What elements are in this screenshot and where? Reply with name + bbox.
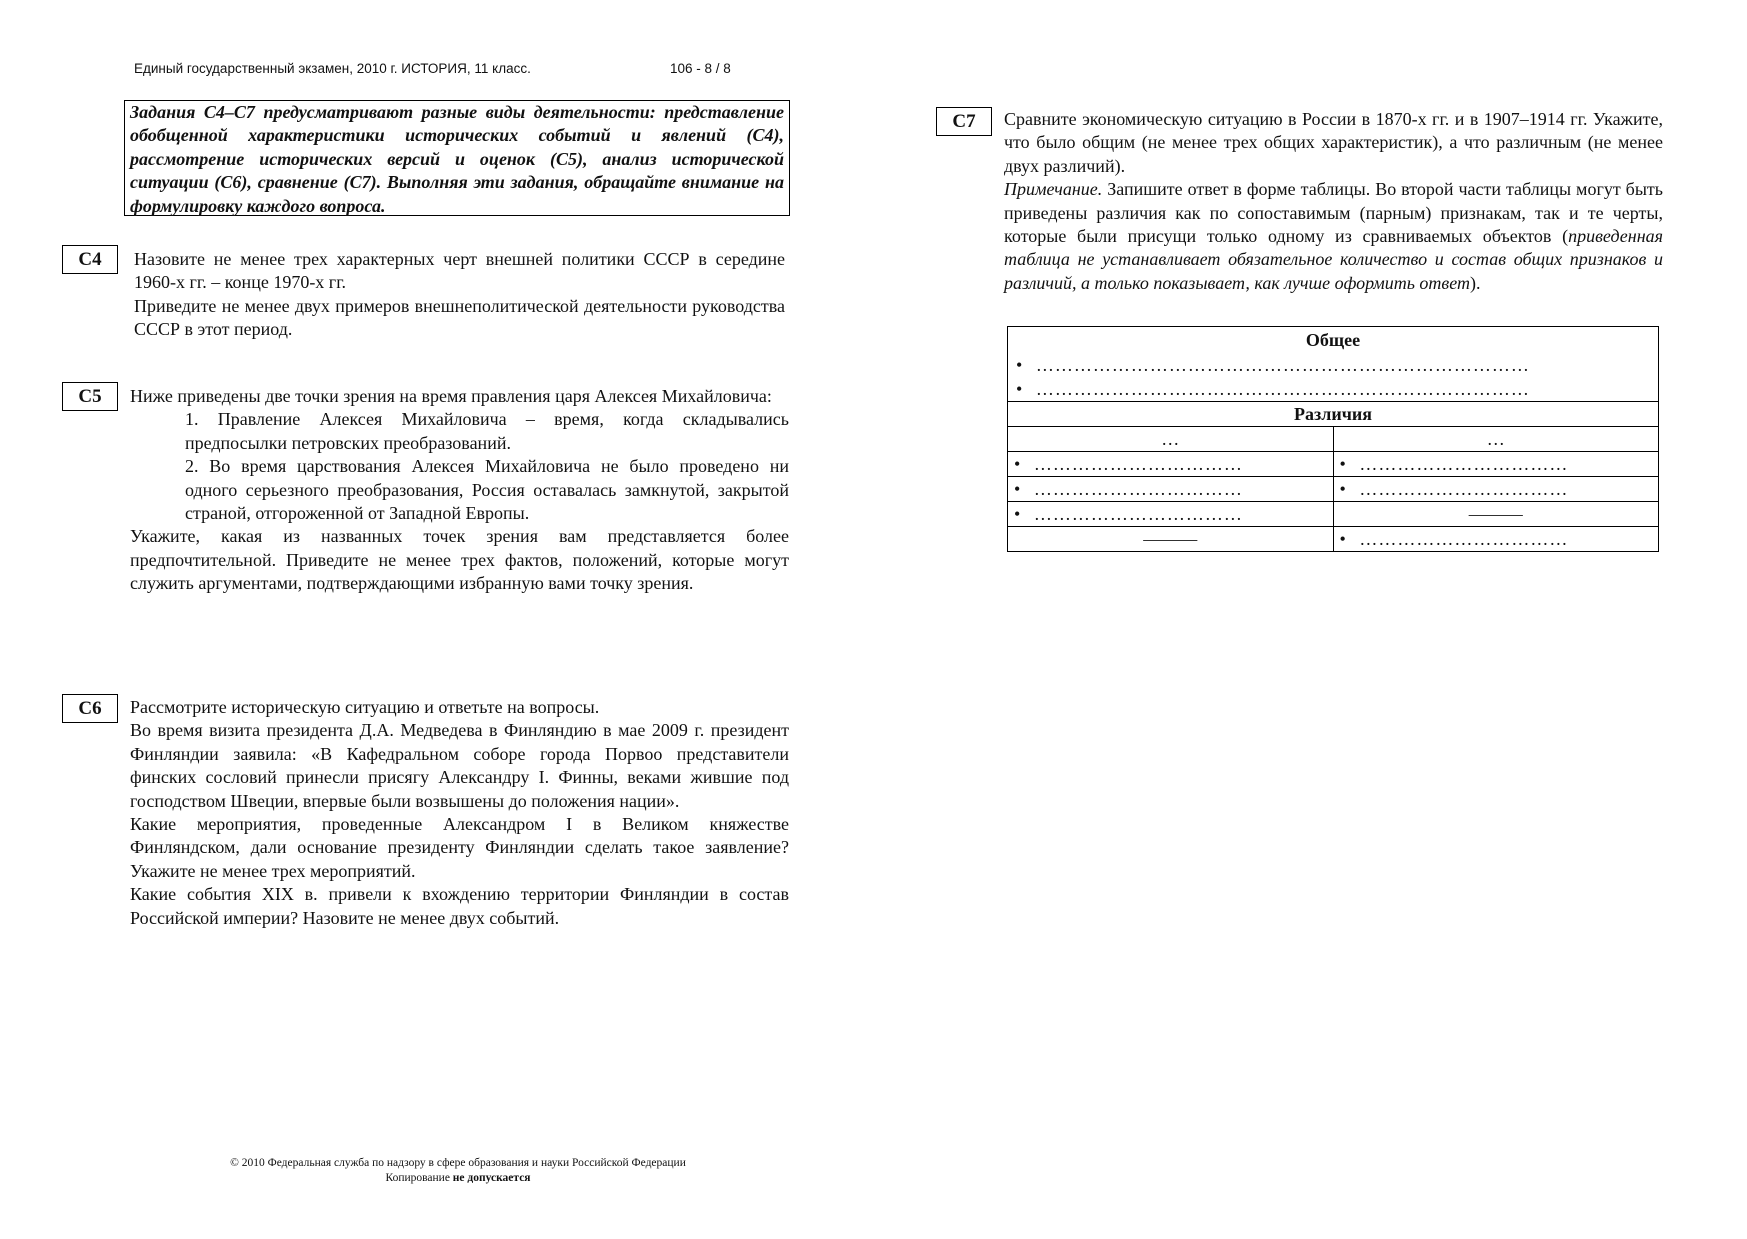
task-c4-question: Назовите не менее трех характерных черт внешней политики СССР в середине 1960-х гг. – конце 1970-х гг.: [134, 249, 785, 293]
common-header: Общее: [1305, 330, 1361, 350]
task-c5: [130, 385, 789, 596]
diff-cell: [1333, 452, 1659, 477]
common-section: [1008, 327, 1659, 402]
diff-col-header-2: …: [1333, 427, 1659, 452]
answer-line: ……………………………: [1359, 453, 1569, 474]
common-row: [1008, 377, 1658, 401]
task-label-c5: С5: [62, 382, 118, 411]
note-end: ).: [1469, 272, 1481, 293]
task-c7-question: Сравните экономическую ситуацию в России в 1870-х гг. и в 1907–1914 гг. Укажите, что было общим (не менее трех общих характеристик), а что различным (не менее двух различий).: [1004, 109, 1663, 176]
task-c6: [130, 696, 789, 930]
answer-line: ……………………………………………………………………: [1035, 379, 1530, 399]
answer-table: [1007, 326, 1659, 552]
answer-line: ……………………………………………………………………: [1035, 355, 1530, 375]
task-c5-view-2: 2. Во время царствования Алексея Михайловича не было проведено ни одного серьезного преобразования, Россия оставалась замкнутой, закрытой страной, отгороженной от Западной Европы.: [185, 456, 789, 524]
note-label: Примечание.: [1004, 179, 1103, 200]
diff-col-header-1: …: [1008, 427, 1334, 452]
diff-cell: [1008, 502, 1334, 527]
bullet: •: [1339, 453, 1346, 474]
task-c5-intro: Ниже приведены две точки зрения на время правления царя Алексея Михайловича:: [130, 386, 772, 406]
note-italic: приведенная таблица не устанавливает обязательное количество и состав общих признаков и различий, а только показывает, как лучше оформить ответ: [1004, 226, 1663, 293]
answer-line: ……………………………: [1359, 528, 1569, 549]
answer-line: ……………………………: [1033, 453, 1243, 474]
footer-copyright: © 2010 Федеральная служба по надзору в сфере образования и науки Российской Федерации: [230, 1157, 686, 1169]
diff-cell: [1333, 477, 1659, 502]
task-c5-question: Укажите, какая из названных точек зрения вам представляется более предпочтительной. Приведите не менее трех фактов, положений, которые могут служить аргументами, подтверждающими избранную вами точку зрения.: [130, 526, 789, 594]
diff-cell: [1008, 477, 1334, 502]
footer-notice-bold: не допускается: [452, 1172, 531, 1184]
answer-line: ……………………………: [1359, 478, 1569, 499]
bullet: •: [1014, 478, 1021, 499]
footer-notice-text: Копирование: [385, 1172, 453, 1184]
task-label-c4: С4: [62, 245, 118, 274]
task-c6-source: Во время визита президента Д.А. Медведева в Финляндию в мае 2009 г. президент Финляндии заявила: «В Кафедральном соборе города Порвоо представители финских сословий принесли присягу Александру I. Финны, веками жившие под господством Швеции, впервые были возвышены до положения нации».: [130, 720, 789, 811]
bullet: •: [1014, 453, 1021, 474]
task-c6-question-1: Какие мероприятия, проведенные Александром I в Великом княжестве Финляндском, дали основание президенту Финляндии сделать такое заявление? Укажите не менее трех мероприятий.: [130, 814, 789, 881]
answer-line: ……………………………: [1033, 503, 1243, 524]
bullet: •: [1014, 503, 1021, 524]
task-c4-question-2: Приведите не менее двух примеров внешнеполитической деятельности руководства СССР в этот период.: [134, 295, 785, 340]
note-text: Запишите ответ в форме таблицы. Во второй части таблицы могут быть приведены различия как по сопоставимым (парным) признакам, так и те черты, которые были присущи только одному из сравниваемых объектов (: [1004, 179, 1663, 247]
page-footer: [198, 1156, 718, 1186]
diff-cell: [1008, 452, 1334, 477]
bullet: •: [1339, 528, 1346, 549]
task-c6-intro: Рассмотрите историческую ситуацию и ответьте на вопросы.: [130, 697, 600, 717]
intro-box: Задания С4–С7 предусматривают разные виды деятельности: представление обобщенной характеристики исторических событий и явлений (С4), рассмотрение исторических версий и оценок (С5), анализ исторической ситуации (С6), сравнение (С7). Выполняя эти задания, обращайте внимание на формулировку каждого вопроса.: [124, 100, 790, 216]
task-label-c7: С7: [936, 107, 992, 136]
diff-cell-empty: ———: [1333, 502, 1659, 527]
answer-line: ……………………………: [1033, 478, 1243, 499]
diff-cell: [1333, 527, 1659, 552]
task-c7: [1004, 108, 1663, 295]
task-c7-note: [1004, 178, 1663, 295]
bullet: •: [1016, 379, 1023, 399]
task-label-c6: С6: [62, 694, 118, 723]
task-c6-question-2: Какие события XIX в. привели к вхождению территории Финляндии в состав Российской империи? Назовите не менее двух событий.: [130, 884, 789, 928]
common-row: [1008, 353, 1658, 377]
page-header: Единый государственный экзамен, 2010 г. ИСТОРИЯ, 11 класс.: [134, 61, 531, 76]
task-c4: [134, 248, 785, 342]
diff-header: Различия: [1008, 402, 1659, 427]
task-c5-view-1: 1. Правление Алексея Михайловича – время, когда складывались предпосылки петровских преобразований.: [185, 409, 789, 453]
bullet: •: [1016, 355, 1023, 375]
bullet: •: [1339, 478, 1346, 499]
page-code: 106 - 8 / 8: [670, 61, 731, 76]
footer-notice: [198, 1171, 718, 1186]
diff-cell-empty: ———: [1008, 527, 1334, 552]
